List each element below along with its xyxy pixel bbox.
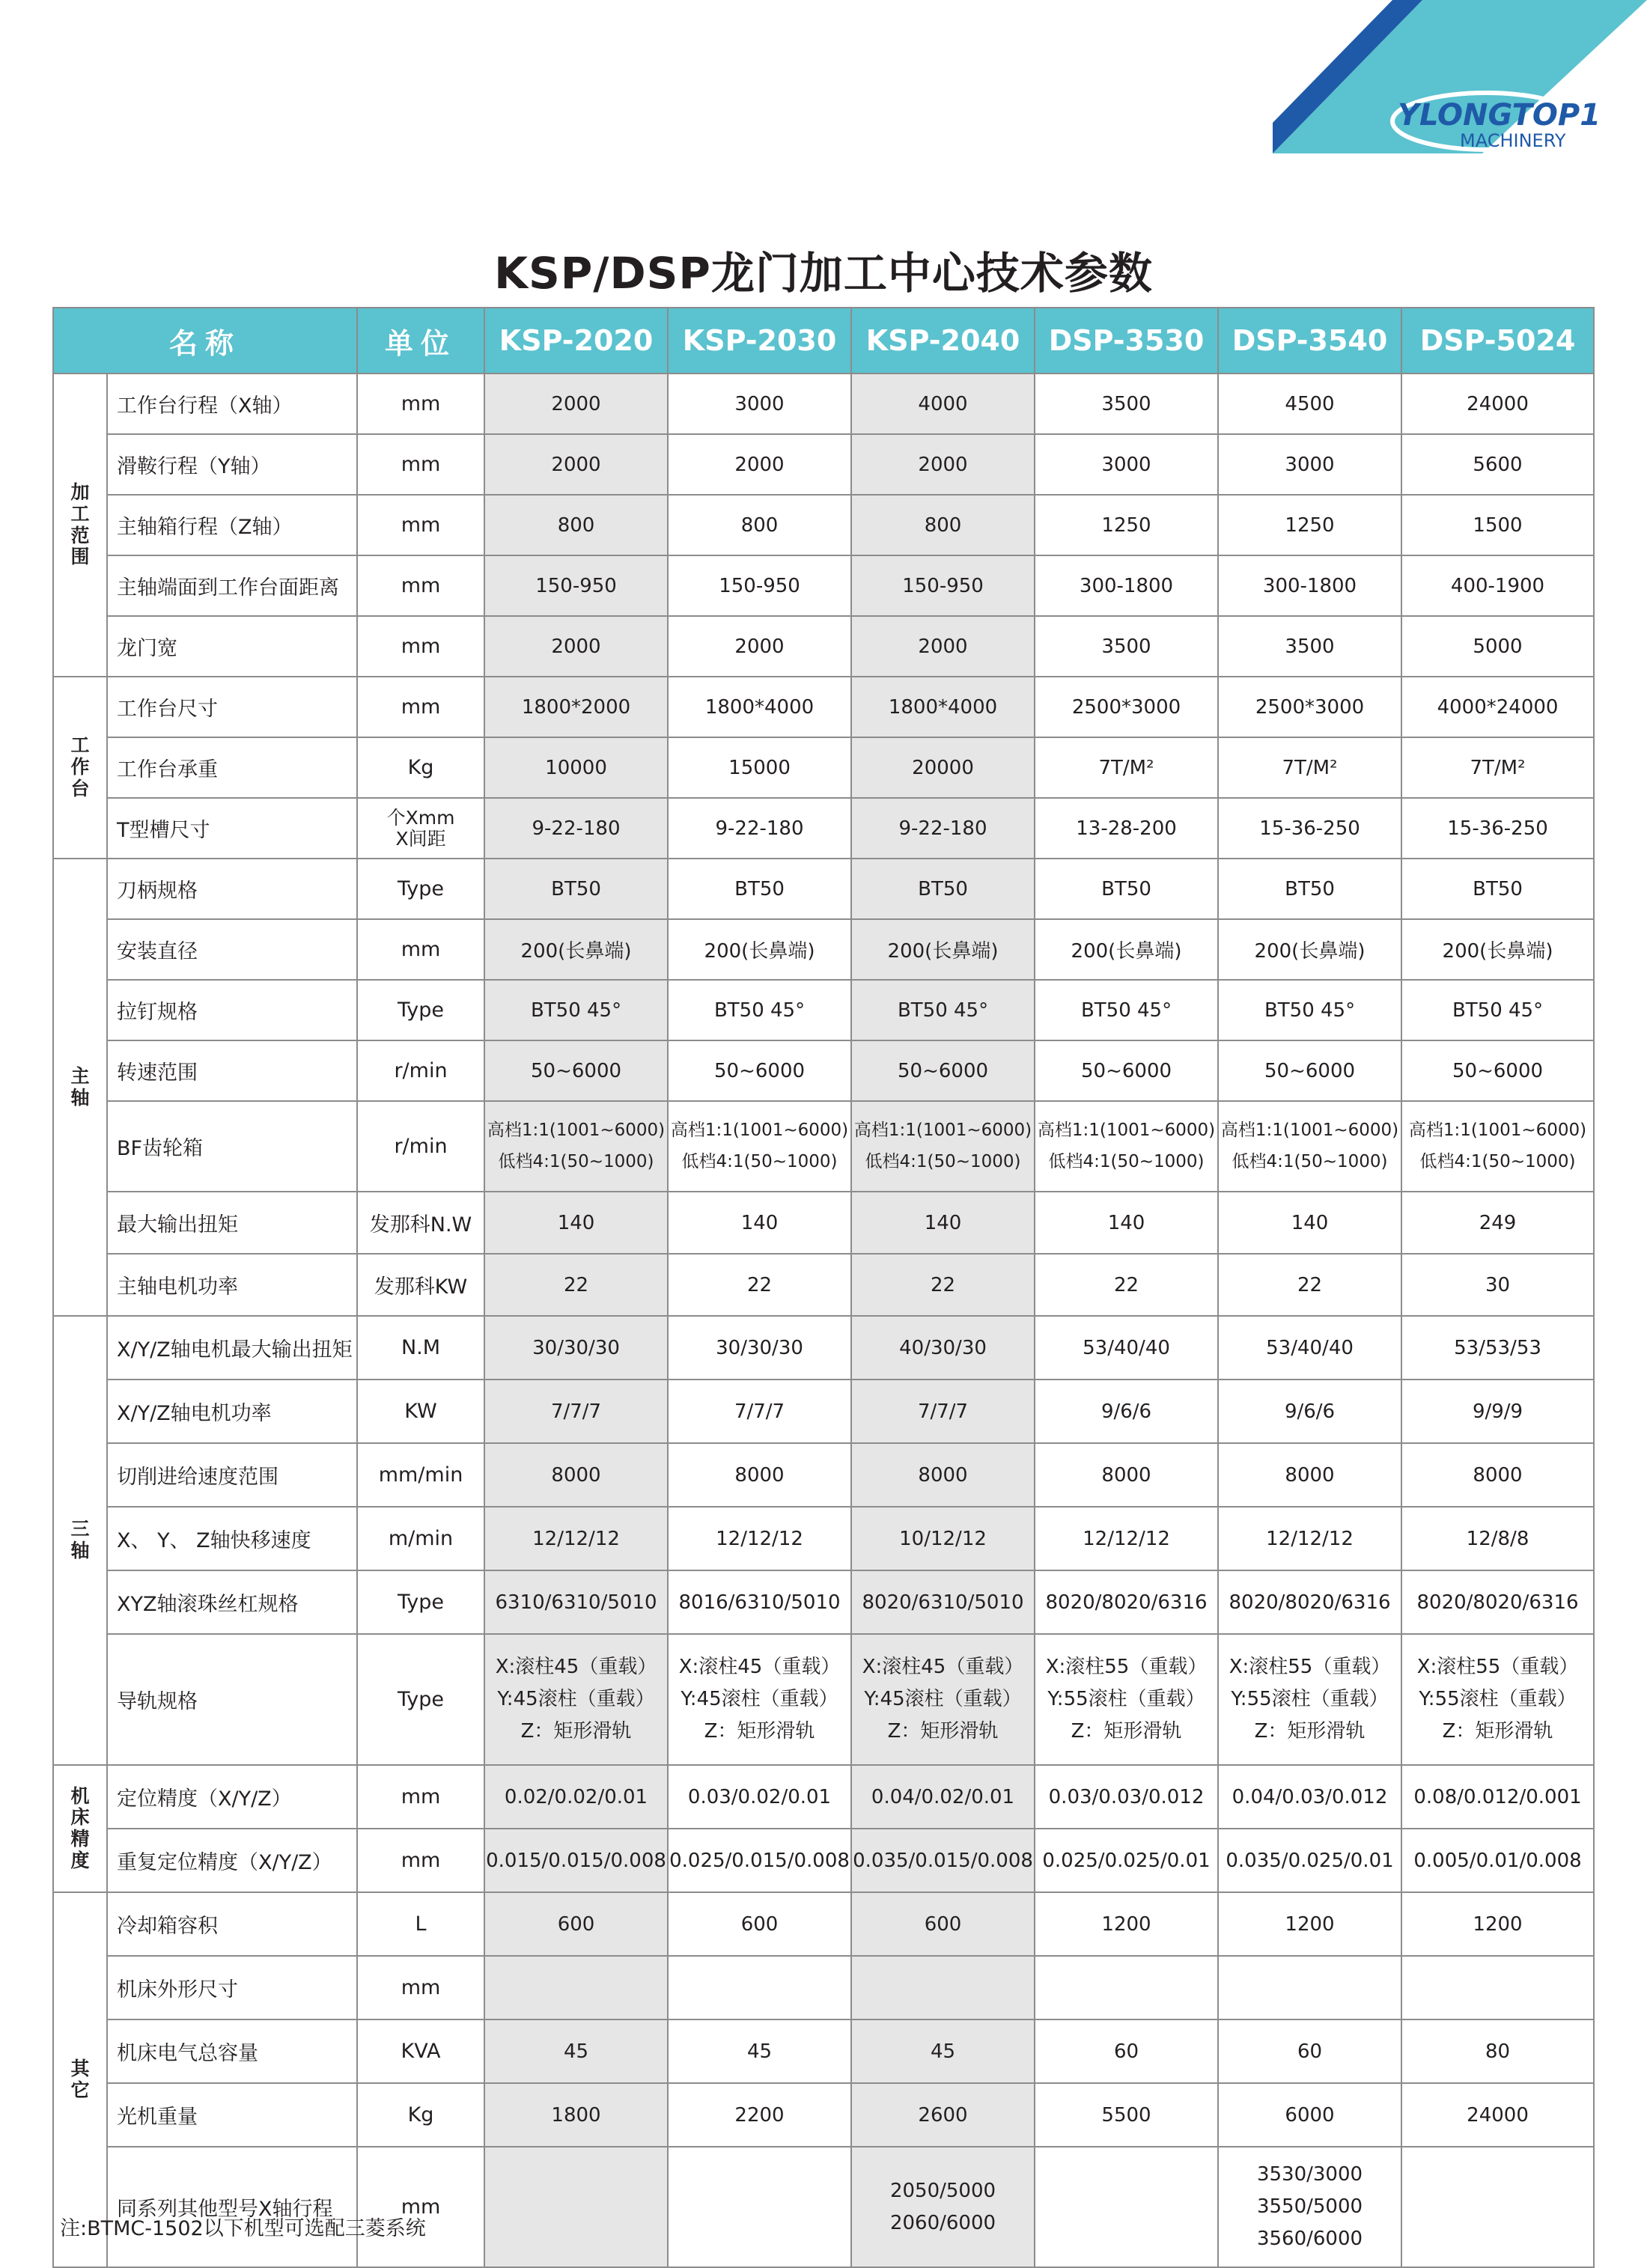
value-cell: 30/30/30	[668, 1316, 851, 1380]
value-cell: 12/12/12	[1218, 1507, 1401, 1570]
param-name: 主轴箱行程（Z轴）	[107, 495, 357, 555]
value-cell: 3500	[1218, 616, 1401, 677]
value-cell: X:滚柱45（重载） Y:45滚柱（重载） Z：矩形滑轨	[851, 1634, 1035, 1765]
value-cell: 200(长鼻端)	[1035, 919, 1218, 980]
value-cell: 0.035/0.015/0.008	[851, 1829, 1035, 1892]
value-cell: 50~6000	[1218, 1040, 1401, 1101]
value-cell: 15000	[668, 737, 851, 798]
header-name: 名称	[53, 308, 357, 374]
value-cell: 150-950	[851, 555, 1035, 616]
value-cell: 8000	[668, 1443, 851, 1507]
value-cell: 3000	[1035, 434, 1218, 495]
value-cell: 53/40/40	[1035, 1316, 1218, 1380]
value-cell: BT50	[1401, 859, 1594, 919]
table-row	[53, 798, 1594, 859]
value-cell: 1500	[1401, 495, 1594, 555]
table-row	[53, 1892, 1594, 1956]
value-cell: 8000	[1218, 1443, 1401, 1507]
header-model: KSP-2030	[668, 308, 851, 374]
value-cell: 12/12/12	[484, 1507, 668, 1570]
value-cell: 3000	[1218, 434, 1401, 495]
value-cell: 2600	[851, 2083, 1035, 2147]
value-cell: 140	[1035, 1192, 1218, 1254]
value-cell: 45	[484, 2019, 668, 2083]
value-cell: 7/7/7	[851, 1380, 1035, 1443]
param-unit: KVA	[357, 2019, 484, 2083]
param-unit: Kg	[357, 737, 484, 798]
value-cell: 12/8/8	[1401, 1507, 1594, 1570]
value-cell: 140	[484, 1192, 668, 1254]
value-cell: 高档1:1(1001~6000) 低档4:1(50~1000)	[668, 1101, 851, 1192]
param-unit: mm	[357, 677, 484, 737]
table-row	[53, 2083, 1594, 2147]
table-row	[53, 677, 1594, 737]
value-cell: 0.025/0.025/0.01	[1035, 1829, 1218, 1892]
value-cell: 3500	[1035, 374, 1218, 434]
param-name: X/Y/Z轴电机功率	[107, 1380, 357, 1443]
value-cell: 1200	[1035, 1892, 1218, 1956]
value-cell: 24000	[1401, 374, 1594, 434]
value-cell: 5600	[1401, 434, 1594, 495]
value-cell: 300-1800	[1218, 555, 1401, 616]
param-name: 冷却箱容积	[107, 1892, 357, 1956]
value-cell: 400-1900	[1401, 555, 1594, 616]
value-cell: 2000	[484, 434, 668, 495]
value-cell: 45	[668, 2019, 851, 2083]
header-model: DSP-3530	[1035, 308, 1218, 374]
param-unit: Type	[357, 980, 484, 1040]
value-cell: BT50 45°	[484, 980, 668, 1040]
value-cell: 高档1:1(1001~6000) 低档4:1(50~1000)	[1035, 1101, 1218, 1192]
value-cell: 24000	[1401, 2083, 1594, 2147]
value-cell: 22	[1035, 1254, 1218, 1316]
param-unit: mm	[357, 555, 484, 616]
value-cell: 150-950	[668, 555, 851, 616]
value-cell: X:滚柱55（重载） Y:55滚柱（重载） Z：矩形滑轨	[1218, 1634, 1401, 1765]
value-cell: 249	[1401, 1192, 1594, 1254]
value-cell: 50~6000	[484, 1040, 668, 1101]
value-cell: 8020/8020/6316	[1035, 1570, 1218, 1634]
param-name: 安装直径	[107, 919, 357, 980]
param-unit: mm	[357, 919, 484, 980]
page-title: KSP/DSP龙门加工中心技术参数	[494, 248, 1153, 299]
table-row	[53, 859, 1594, 919]
value-cell: BT50	[484, 859, 668, 919]
value-cell: 2000	[668, 616, 851, 677]
value-cell	[484, 1956, 668, 2019]
value-cell: 22	[484, 1254, 668, 1316]
value-cell: 600	[851, 1892, 1035, 1956]
value-cell: 4000*24000	[1401, 677, 1594, 737]
table-row	[53, 1380, 1594, 1443]
group-label: 主轴	[53, 859, 107, 1316]
value-cell: 9-22-180	[668, 798, 851, 859]
brand-logo	[1273, 0, 1647, 180]
value-cell: 1800*4000	[668, 677, 851, 737]
value-cell: BT50 45°	[1218, 980, 1401, 1040]
param-name: BF齿轮箱	[107, 1101, 357, 1192]
value-cell: 1800	[484, 2083, 668, 2147]
param-name: 机床电气总容量	[107, 2019, 357, 2083]
value-cell: 2050/5000 2060/6000	[851, 2147, 1035, 2267]
param-unit: m/min	[357, 1507, 484, 1570]
param-name: 定位精度（X/Y/Z）	[107, 1765, 357, 1829]
value-cell: 200(长鼻端)	[1218, 919, 1401, 980]
value-cell: 1200	[1218, 1892, 1401, 1956]
value-cell: 1800*4000	[851, 677, 1035, 737]
group-label: 其它	[53, 1892, 107, 2267]
value-cell: 150-950	[484, 555, 668, 616]
param-name: 工作台行程（X轴）	[107, 374, 357, 434]
param-name: 光机重量	[107, 2083, 357, 2147]
footnote: 注:BTMC-1502以下机型可选配三菱系统	[60, 2217, 426, 2240]
value-cell: 22	[668, 1254, 851, 1316]
table-row	[53, 1040, 1594, 1101]
table-row	[53, 495, 1594, 555]
value-cell: 80	[1401, 2019, 1594, 2083]
table-row	[53, 555, 1594, 616]
value-cell: 1800*2000	[484, 677, 668, 737]
value-cell: 2000	[484, 616, 668, 677]
value-cell: 8000	[851, 1443, 1035, 1507]
table-row	[53, 1443, 1594, 1507]
param-unit: mm	[357, 2147, 484, 2267]
value-cell: 15-36-250	[1218, 798, 1401, 859]
param-name: T型槽尺寸	[107, 798, 357, 859]
param-name: 拉钉规格	[107, 980, 357, 1040]
value-cell: BT50 45°	[851, 980, 1035, 1040]
logo-graphic	[1273, 0, 1647, 180]
value-cell: 2000	[851, 434, 1035, 495]
param-unit: r/min	[357, 1101, 484, 1192]
value-cell: BT50 45°	[1401, 980, 1594, 1040]
value-cell	[668, 1956, 851, 2019]
value-cell: 800	[668, 495, 851, 555]
param-name: 机床外形尺寸	[107, 1956, 357, 2019]
value-cell: 50~6000	[1035, 1040, 1218, 1101]
param-name: X、 Y、 Z轴快移速度	[107, 1507, 357, 1570]
group-label: 加工范围	[53, 374, 107, 677]
table-row	[53, 1507, 1594, 1570]
param-unit: mm	[357, 1765, 484, 1829]
value-cell: 4500	[1218, 374, 1401, 434]
param-unit: Kg	[357, 2083, 484, 2147]
value-cell: 140	[1218, 1192, 1401, 1254]
table-row	[53, 1101, 1594, 1192]
table-row	[53, 919, 1594, 980]
param-unit: N.M	[357, 1316, 484, 1380]
value-cell: 8000	[484, 1443, 668, 1507]
value-cell: BT50	[1035, 859, 1218, 919]
value-cell: 高档1:1(1001~6000) 低档4:1(50~1000)	[851, 1101, 1035, 1192]
value-cell: 6310/6310/5010	[484, 1570, 668, 1634]
table-row	[53, 1634, 1594, 1765]
value-cell: 200(长鼻端)	[668, 919, 851, 980]
param-unit: mm	[357, 374, 484, 434]
param-unit: mm	[357, 1956, 484, 2019]
param-name: 转速范围	[107, 1040, 357, 1101]
param-unit: 个Xmm X间距	[357, 798, 484, 859]
value-cell: 0.005/0.01/0.008	[1401, 1829, 1594, 1892]
value-cell: 20000	[851, 737, 1035, 798]
table-row	[53, 980, 1594, 1040]
value-cell: 300-1800	[1035, 555, 1218, 616]
spec-body	[53, 374, 1594, 2267]
value-cell: 7T/M²	[1035, 737, 1218, 798]
value-cell	[1401, 1956, 1594, 2019]
value-cell: 200(长鼻端)	[484, 919, 668, 980]
value-cell: 2500*3000	[1218, 677, 1401, 737]
value-cell: 6000	[1218, 2083, 1401, 2147]
value-cell	[851, 1956, 1035, 2019]
header-row	[53, 308, 1594, 374]
value-cell	[668, 2147, 851, 2267]
value-cell: BT50 45°	[668, 980, 851, 1040]
value-cell: 8000	[1035, 1443, 1218, 1507]
param-name: 主轴电机功率	[107, 1254, 357, 1316]
value-cell: 13-28-200	[1035, 798, 1218, 859]
value-cell: 3530/3000 3550/5000 3560/6000	[1218, 2147, 1401, 2267]
value-cell: BT50	[1218, 859, 1401, 919]
param-name: X/Y/Z轴电机最大输出扭矩	[107, 1316, 357, 1380]
param-unit: Type	[357, 859, 484, 919]
table-row	[53, 1765, 1594, 1829]
value-cell: 0.03/0.03/0.012	[1035, 1765, 1218, 1829]
param-unit: KW	[357, 1380, 484, 1443]
value-cell: 45	[851, 2019, 1035, 2083]
value-cell	[1035, 2147, 1218, 2267]
value-cell: 40/30/30	[851, 1316, 1035, 1380]
param-name: 切削进给速度范围	[107, 1443, 357, 1507]
value-cell: 7T/M²	[1401, 737, 1594, 798]
value-cell: 7T/M²	[1218, 737, 1401, 798]
value-cell: 高档1:1(1001~6000) 低档4:1(50~1000)	[484, 1101, 668, 1192]
value-cell: 0.025/0.015/0.008	[668, 1829, 851, 1892]
value-cell: 0.015/0.015/0.008	[484, 1829, 668, 1892]
value-cell: 0.08/0.012/0.001	[1401, 1765, 1594, 1829]
param-name: 最大输出扭矩	[107, 1192, 357, 1254]
value-cell: 8016/6310/5010	[668, 1570, 851, 1634]
value-cell: 5000	[1401, 616, 1594, 677]
table-row	[53, 2019, 1594, 2083]
value-cell: 2000	[668, 434, 851, 495]
value-cell: 高档1:1(1001~6000) 低档4:1(50~1000)	[1401, 1101, 1594, 1192]
value-cell: 2200	[668, 2083, 851, 2147]
value-cell: 600	[484, 1892, 668, 1956]
value-cell: 1250	[1035, 495, 1218, 555]
param-name: 导轨规格	[107, 1634, 357, 1765]
table-row	[53, 616, 1594, 677]
value-cell: 8020/8020/6316	[1218, 1570, 1401, 1634]
value-cell: 1200	[1401, 1892, 1594, 1956]
value-cell: 30/30/30	[484, 1316, 668, 1380]
header-model: DSP-5024	[1401, 308, 1594, 374]
group-label: 工作台	[53, 677, 107, 859]
value-cell: 12/12/12	[668, 1507, 851, 1570]
value-cell: 0.04/0.03/0.012	[1218, 1765, 1401, 1829]
value-cell: 0.03/0.02/0.01	[668, 1765, 851, 1829]
value-cell: 53/53/53	[1401, 1316, 1594, 1380]
param-name: 工作台承重	[107, 737, 357, 798]
table-row	[53, 1316, 1594, 1380]
value-cell: 2500*3000	[1035, 677, 1218, 737]
value-cell: 600	[668, 1892, 851, 1956]
table-row	[53, 1956, 1594, 2019]
value-cell: BT50 45°	[1035, 980, 1218, 1040]
group-label: 机床精度	[53, 1765, 107, 1892]
value-cell: 50~6000	[668, 1040, 851, 1101]
value-cell: 10/12/12	[851, 1507, 1035, 1570]
param-name: 同系列其他型号X轴行程	[107, 2147, 357, 2267]
table-row	[53, 1192, 1594, 1254]
value-cell: 140	[668, 1192, 851, 1254]
header-unit: 单位	[357, 308, 484, 374]
value-cell: 22	[1218, 1254, 1401, 1316]
table-row	[53, 434, 1594, 495]
value-cell	[1035, 1956, 1218, 2019]
value-cell: BT50	[851, 859, 1035, 919]
value-cell	[1401, 2147, 1594, 2267]
header-model: KSP-2020	[484, 308, 668, 374]
value-cell: 10000	[484, 737, 668, 798]
param-unit: mm	[357, 495, 484, 555]
value-cell: 30	[1401, 1254, 1594, 1316]
value-cell: 12/12/12	[1035, 1507, 1218, 1570]
param-name: 工作台尺寸	[107, 677, 357, 737]
param-name: 龙门宽	[107, 616, 357, 677]
value-cell: 200(长鼻端)	[851, 919, 1035, 980]
value-cell: X:滚柱45（重载） Y:45滚柱（重载） Z：矩形滑轨	[484, 1634, 668, 1765]
value-cell: 0.04/0.02/0.01	[851, 1765, 1035, 1829]
value-cell	[1218, 1956, 1401, 2019]
value-cell: 4000	[851, 374, 1035, 434]
param-name: 滑鞍行程（Y轴）	[107, 434, 357, 495]
value-cell: 9/9/9	[1401, 1380, 1594, 1443]
table-row	[53, 2147, 1594, 2267]
value-cell: 0.035/0.025/0.01	[1218, 1829, 1401, 1892]
value-cell: 200(长鼻端)	[1401, 919, 1594, 980]
logo-sub-text: MACHINERY	[1460, 130, 1566, 151]
param-name: 刀柄规格	[107, 859, 357, 919]
table-row	[53, 1570, 1594, 1634]
value-cell: 9/6/6	[1035, 1380, 1218, 1443]
param-unit: mm	[357, 434, 484, 495]
param-unit: mm	[357, 616, 484, 677]
value-cell: 60	[1218, 2019, 1401, 2083]
param-name: 重复定位精度（X/Y/Z）	[107, 1829, 357, 1892]
header-model: KSP-2040	[851, 308, 1035, 374]
value-cell: 9/6/6	[1218, 1380, 1401, 1443]
value-cell: 15-36-250	[1401, 798, 1594, 859]
param-unit: 发那科N.W	[357, 1192, 484, 1254]
value-cell: 9-22-180	[484, 798, 668, 859]
param-unit: Type	[357, 1634, 484, 1765]
value-cell: 8000	[1401, 1443, 1594, 1507]
table-row	[53, 374, 1594, 434]
value-cell: 53/40/40	[1218, 1316, 1401, 1380]
value-cell	[484, 2147, 668, 2267]
table-row	[53, 737, 1594, 798]
logo-brand-text: YLONGTOP1	[1398, 98, 1601, 132]
value-cell: 3500	[1035, 616, 1218, 677]
value-cell: 8020/6310/5010	[851, 1570, 1035, 1634]
value-cell: 2000	[851, 616, 1035, 677]
param-unit: mm/min	[357, 1443, 484, 1507]
value-cell: 50~6000	[1401, 1040, 1594, 1101]
param-name: 主轴端面到工作台面距离	[107, 555, 357, 616]
table-row	[53, 1829, 1594, 1892]
group-label: 三轴	[53, 1316, 107, 1765]
value-cell: 22	[851, 1254, 1035, 1316]
value-cell: 60	[1035, 2019, 1218, 2083]
param-unit: r/min	[357, 1040, 484, 1101]
table-row	[53, 1254, 1594, 1316]
value-cell: X:滚柱45（重载） Y:45滚柱（重载） Z：矩形滑轨	[668, 1634, 851, 1765]
value-cell: X:滚柱55（重载） Y:55滚柱（重载） Z：矩形滑轨	[1035, 1634, 1218, 1765]
value-cell: 800	[484, 495, 668, 555]
value-cell: 高档1:1(1001~6000) 低档4:1(50~1000)	[1218, 1101, 1401, 1192]
param-unit: L	[357, 1892, 484, 1956]
value-cell: BT50	[668, 859, 851, 919]
param-unit: 发那科KW	[357, 1254, 484, 1316]
param-unit: mm	[357, 1829, 484, 1892]
value-cell: 1250	[1218, 495, 1401, 555]
value-cell: 5500	[1035, 2083, 1218, 2147]
value-cell: 7/7/7	[484, 1380, 668, 1443]
value-cell: 800	[851, 495, 1035, 555]
value-cell: 9-22-180	[851, 798, 1035, 859]
param-unit: Type	[357, 1570, 484, 1634]
value-cell: 3000	[668, 374, 851, 434]
value-cell: 0.02/0.02/0.01	[484, 1765, 668, 1829]
value-cell: 2000	[484, 374, 668, 434]
value-cell: 7/7/7	[668, 1380, 851, 1443]
param-name: XYZ轴滚珠丝杠规格	[107, 1570, 357, 1634]
header-model: DSP-3540	[1218, 308, 1401, 374]
value-cell: 140	[851, 1192, 1035, 1254]
value-cell: 8020/8020/6316	[1401, 1570, 1594, 1634]
spec-table	[52, 307, 1595, 2268]
value-cell: 50~6000	[851, 1040, 1035, 1101]
value-cell: X:滚柱55（重载） Y:55滚柱（重载） Z：矩形滑轨	[1401, 1634, 1594, 1765]
